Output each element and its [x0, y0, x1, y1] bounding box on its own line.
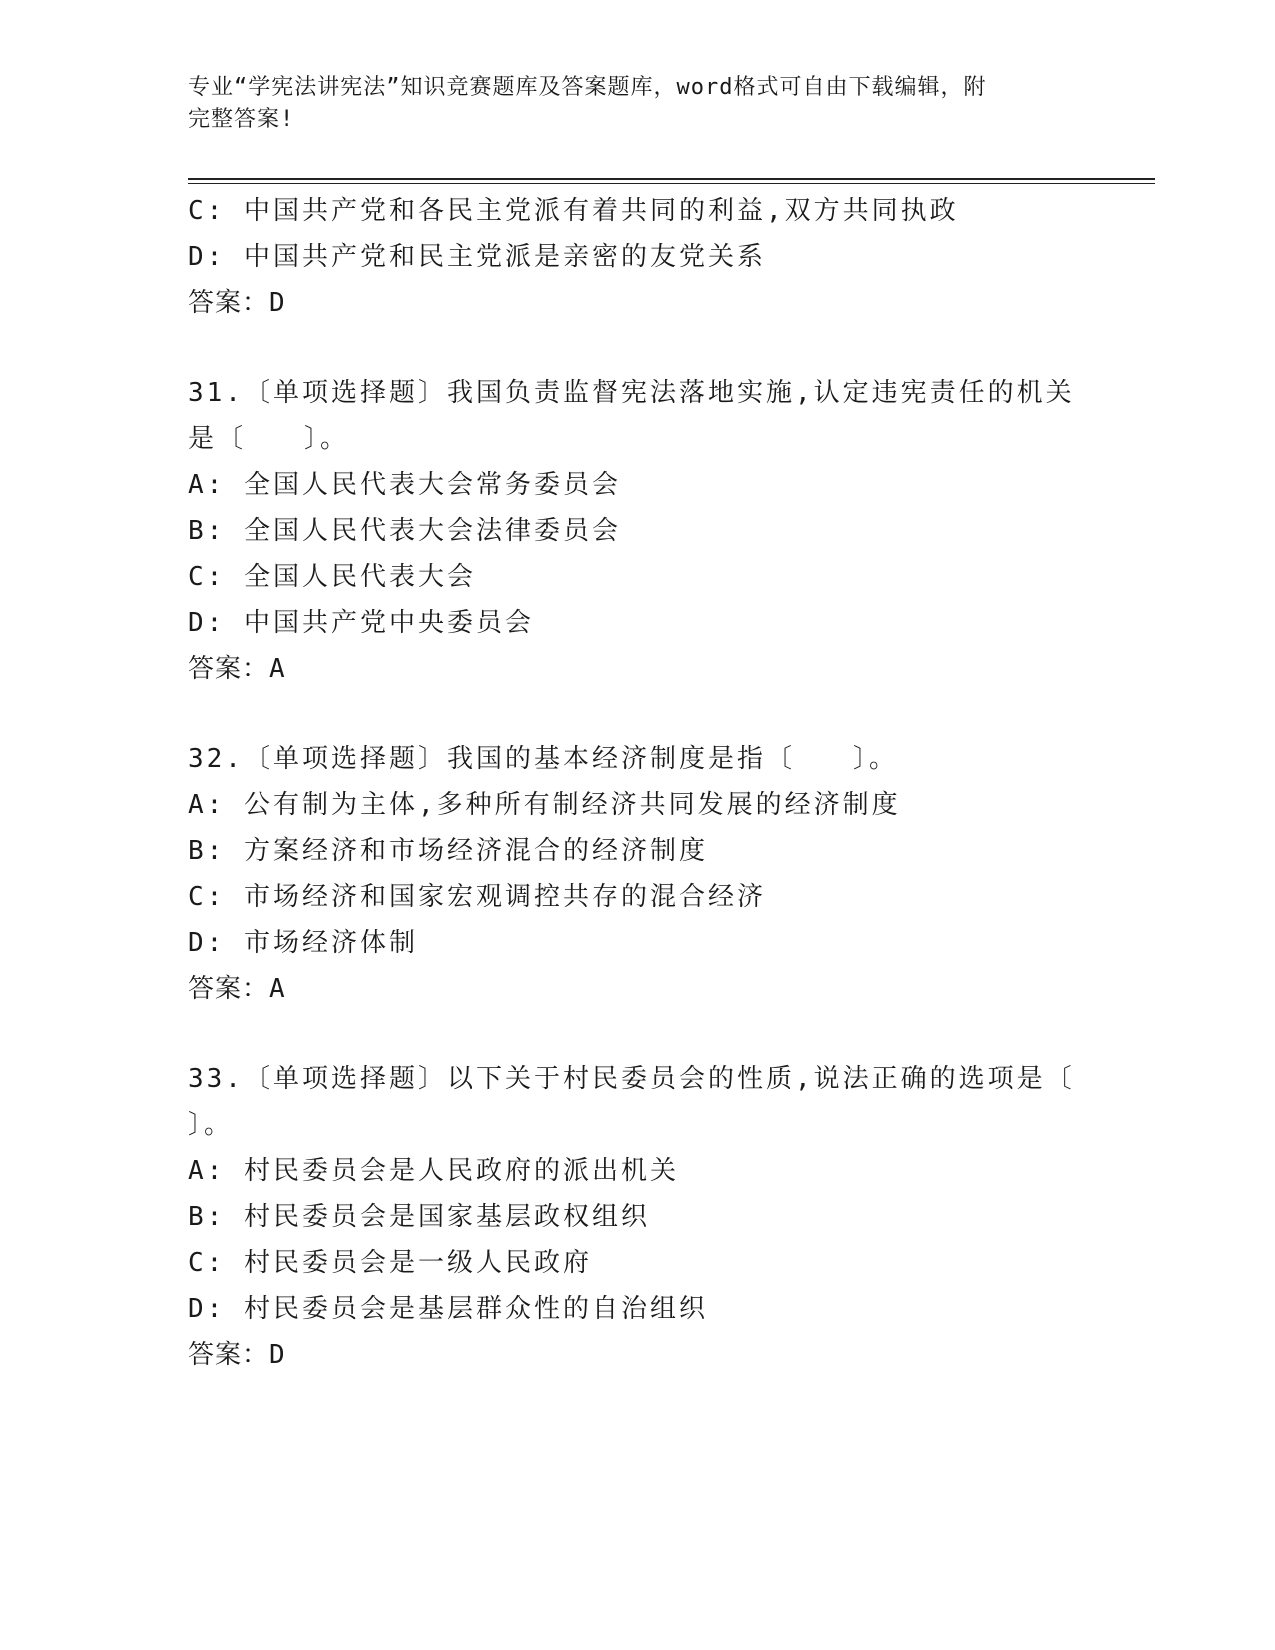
answer-label: 答案：	[188, 654, 270, 684]
header-divider-thick	[188, 178, 1155, 180]
answer-value: D	[269, 288, 286, 318]
option-d: D: 市场经济体制	[188, 928, 418, 958]
question-block-33	[188, 1056, 1075, 1378]
option-c: C: 村民委员会是一级人民政府	[188, 1248, 592, 1278]
question-spacer	[188, 326, 1068, 370]
option-d: D: 村民委员会是基层群众性的自治组织	[188, 1294, 708, 1324]
option-b: B: 村民委员会是国家基层政权组织	[188, 1202, 650, 1232]
option-a: A: 全国人民代表大会常务委员会	[188, 470, 621, 500]
option-c: C: 市场经济和国家宏观调控共存的混合经济	[188, 882, 766, 912]
header-title-line-2: 完整答案!	[188, 107, 295, 132]
answer-label: 答案：	[188, 1340, 270, 1370]
question-block-32	[188, 736, 1068, 1012]
question-spacer	[188, 692, 1068, 736]
answer-value: A	[269, 974, 286, 1004]
option-b: B: 全国人民代表大会法律委员会	[188, 516, 621, 546]
question-stem: 33.〔单项选择题〕以下关于村民委员会的性质,说法正确的选项是〔	[188, 1064, 1075, 1094]
question-block-30	[188, 188, 1068, 326]
answer-line	[188, 966, 1068, 1012]
option-c: C: 中国共产党和各民主党派有着共同的利益,双方共同执政	[188, 196, 959, 226]
option-b: B: 方案经济和市场经济混合的经济制度	[188, 836, 708, 866]
option-a: A: 村民委员会是人民政府的派出机关	[188, 1156, 679, 1186]
option-d: D: 中国共产党和民主党派是亲密的友党关系	[188, 242, 766, 272]
option-a: A: 公有制为主体,多种所有制经济共同发展的经济制度	[188, 790, 901, 820]
answer-value: D	[269, 1340, 286, 1370]
question-list	[188, 188, 1075, 1378]
question-spacer	[188, 1012, 1068, 1056]
answer-label: 答案：	[188, 974, 270, 1004]
option-d: D: 中国共产党中央委员会	[188, 608, 534, 638]
question-stem: 31.〔单项选择题〕我国负责监督宪法落地实施,认定违宪责任的机关	[188, 378, 1075, 408]
answer-line	[188, 1332, 1068, 1378]
question-block-31	[188, 370, 1075, 692]
option-c: C: 全国人民代表大会	[188, 562, 476, 592]
question-stem-continued: 是〔 〕。	[188, 424, 350, 454]
answer-line	[188, 646, 1068, 692]
header-title-line-1: 专业“学宪法讲宪法”知识竞赛题库及答案题库，word格式可自由下载编辑，附	[188, 75, 987, 100]
answer-label: 答案：	[188, 288, 270, 318]
question-stem-continued: 〕。	[188, 1110, 234, 1140]
answer-value: A	[269, 654, 286, 684]
question-stem: 32.〔单项选择题〕我国的基本经济制度是指〔 〕。	[188, 744, 898, 774]
document-header	[188, 72, 1068, 136]
header-divider-thin	[188, 183, 1155, 184]
answer-line	[188, 280, 1068, 326]
